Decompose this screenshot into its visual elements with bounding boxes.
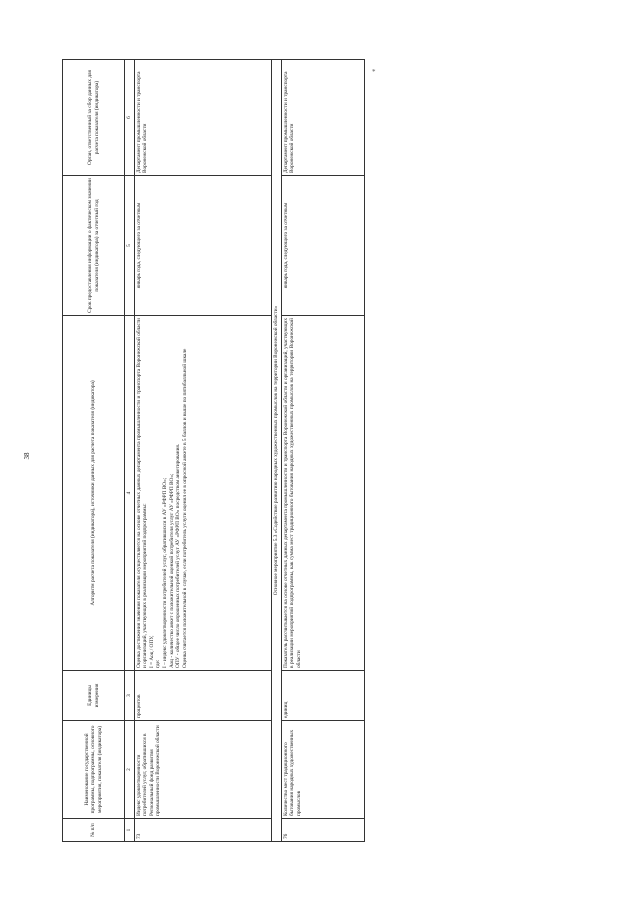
- unit: единиц: [281, 671, 364, 721]
- column-number: 3: [125, 671, 135, 721]
- header-row: [63, 60, 125, 842]
- deadline: январь года, следующего за отчетным: [134, 176, 271, 316]
- indicator-name: Количество мест традиционного бытования народных художественных промыслов: [281, 721, 364, 819]
- table-row: [281, 60, 364, 842]
- section-title: Основное мероприятие 5.3 «Содействие развитию народных художественных промыслов на территории Воронежской области»: [271, 60, 281, 842]
- indicator-name: Индекс удовлетворенности потребителей услуг, обратившихся в Региональный фонд развития промышленности Воронежской области: [134, 721, 271, 819]
- header-deadline: Срок предоставления информации о фактическом значении показателя (индикатора) за отчетный год: [63, 176, 125, 316]
- column-number: 6: [125, 60, 135, 176]
- algorithm-line: где:: [155, 659, 162, 668]
- algorithm-line: I – индекс удовлетворенности потребителей услуг, обратившихся в АУ «РФРП ВО»;: [162, 477, 169, 668]
- header-algorithm: Алгоритм расчета показателя (индикатора), источники данных для расчета показателя (индикатора): [63, 316, 125, 671]
- corner-mark: *: [372, 68, 376, 76]
- row-number: 73: [134, 819, 271, 842]
- responsible-body: Департамент промышленности и транспорта Воронежской области: [281, 60, 364, 176]
- algorithm-line: Оценка считается положительной в случае, если потребитель услуги оценил ее в опросной анкете в 5 баллов и выше по пятибалльной шкале: [181, 348, 188, 668]
- algorithm-line: Аоц - количество анкет с положительной оценкой потребителя услуг АУ «РФРП ВО»;: [168, 473, 175, 668]
- algorithm-line: ОПУ - общее число опрошенных потребителей услуг АУ «РФРП ВО» посредством анкетирования.: [175, 443, 182, 668]
- column-number: 4: [125, 316, 135, 671]
- algorithm-line: Оценка достижения значения показателя осуществляется на основе отчетных данных департамента промышленности и транспорта Воронежской области и организаций, участвующих в реализации мероприятий подпрограммы:: [135, 318, 149, 668]
- header-unit: Единицы измерения: [63, 671, 125, 721]
- responsible-body: Департамент промышленности и транспорта Воронежской области: [134, 60, 271, 176]
- unit: процентов: [134, 671, 271, 721]
- header-responsible: Орган, ответственный за сбор данных для расчета показателя (индикатора): [63, 60, 125, 176]
- column-number-row: [125, 60, 135, 842]
- table-row: [134, 60, 271, 842]
- section-row: [271, 60, 281, 842]
- column-number: 1: [125, 819, 135, 842]
- column-number: 5: [125, 176, 135, 316]
- algorithm-formula: I = Аоц / ОПУ,: [148, 635, 155, 668]
- page-number: 38: [23, 452, 31, 460]
- deadline: январь года, следующего за отчетным: [281, 176, 364, 316]
- indicator-table: [62, 59, 365, 842]
- rotated-table-container: [62, 60, 365, 842]
- algorithm-text: Показатель рассчитывается на основе отчетных данных департамента промышленности и транспорта Воронежской области и организаций, участвующих в реализации мероприятий подпрограммы, как сумма мест традиционного бытования народных художественных промыслов на территории Воронежской области: [281, 316, 364, 671]
- column-number: 2: [125, 721, 135, 819]
- header-name: Наименование государственной программы, подпрограммы, основного мероприятия, показателя (индикатора): [63, 721, 125, 819]
- header-number: № п/п: [63, 819, 125, 842]
- row-number: 76: [281, 819, 364, 842]
- algorithm-text: [134, 316, 271, 671]
